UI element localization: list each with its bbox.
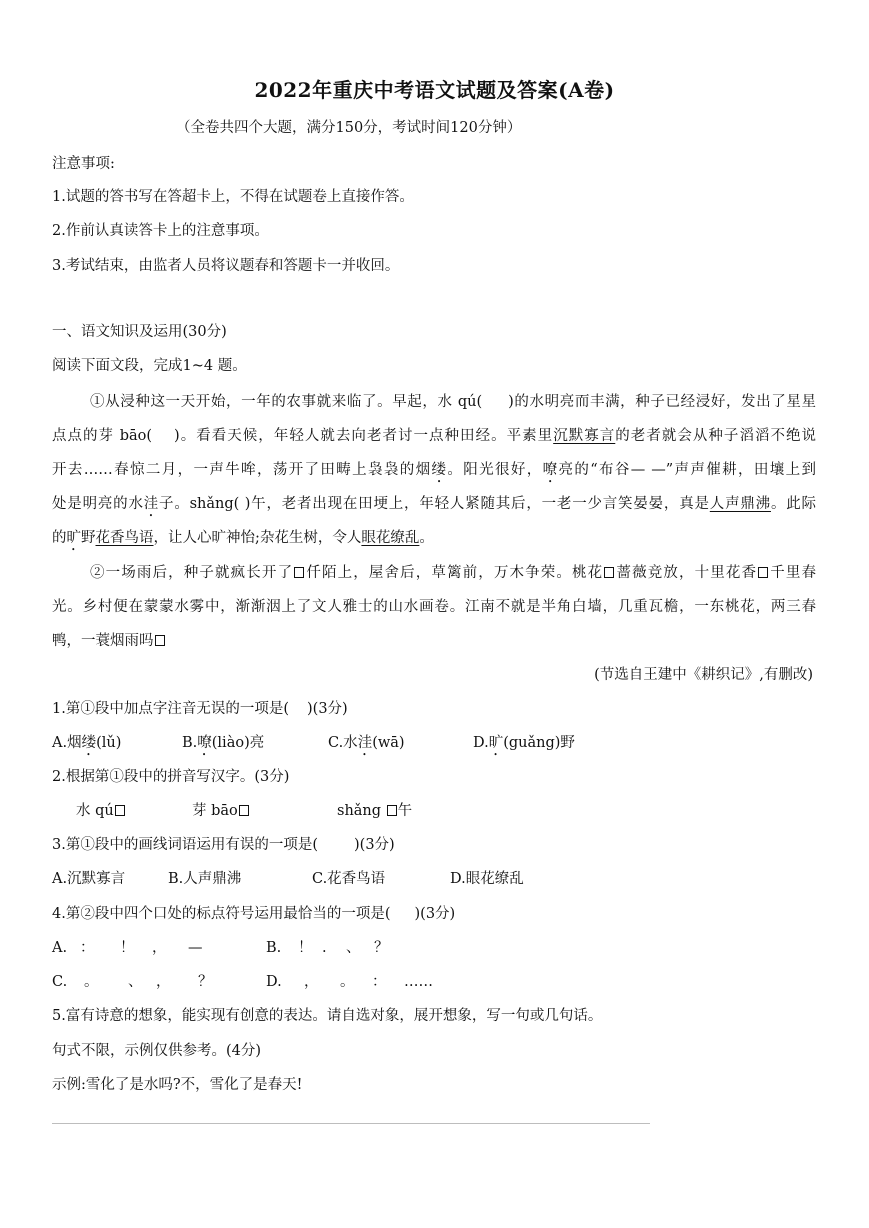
passage-p1-line-2: 点点的芽 bāo( )。看看天候，年轻人就去向老者讨一点种田经。平素里沉默寡言的老者就会从种子滔滔不绝说 (52, 428, 817, 444)
note-item-1: 1.试题的答书写在答超卡上，不得在试题卷上直接作答。 (52, 189, 414, 205)
question-5-example: 示例:雪化了是水吗?不，雪化了是春天! (52, 1077, 303, 1093)
passage-p2-line-1: ②一场雨后，种子就疯长开了 仟陌上，屋舍后，草篱前，万木争荣。桃花 蔷薇竞放，十里花香 千里春 (90, 565, 817, 581)
blank-box (155, 635, 165, 646)
question-3-stem: 3.第①段中的画线词语运用有误的一项是( )(3分) (52, 837, 395, 853)
question-1-stem: 1.第①段中加点字注音无误的一项是( )(3分) (52, 701, 348, 717)
underlined-phrase: 人声鼎沸 (709, 496, 771, 512)
q2-item-bao: 芽 bāo (192, 801, 250, 821)
dotted-char: 嘹 (542, 462, 559, 478)
section-heading: 一、语文知识及运用(30分) (52, 324, 227, 340)
blank-box (294, 567, 304, 578)
notes-heading: 注意事项: (52, 156, 115, 172)
blank-box (387, 805, 397, 816)
dotted-char: 旷 (66, 530, 81, 546)
blank-box (758, 567, 768, 578)
q2-item-shang: shǎng 午 (337, 803, 413, 819)
question-2-stem: 2.根据第①段中的拼音写汉字。(3分) (52, 769, 290, 785)
passage-p1-line-1: ①从浸种这一天开始，一年的农事就来临了。早起，水 qú( )的水明亮而丰满，种子已经浸好，发出了星星 (90, 394, 816, 410)
page-title: 2022年重庆中考语文试题及答案(A卷) (254, 78, 615, 102)
page-divider (52, 1123, 650, 1124)
q3-option-c: C.花香鸟语 (312, 871, 386, 887)
q3-option-b: B.人声鼎沸 (168, 871, 242, 887)
section-instruction: 阅读下面文段，完成1~4 题。 (52, 358, 247, 374)
passage-p1-line-4: 处是明亮的水洼子。shǎng( )午，老者出现在田埂上，年轻人紧随其后，一老一少言笑晏晏，真是人声鼎沸。此际 (52, 496, 817, 512)
q2-item-qu: 水 qú (76, 801, 126, 821)
note-item-3: 3.考试结束，由监者人员将议题春和答题卡一并收回。 (52, 258, 400, 274)
underlined-phrase: 眼花缭乱 (361, 530, 420, 546)
q1-option-a: A.烟缕(lǔ) (52, 735, 122, 751)
dotted-char: 缕 (431, 462, 448, 478)
passage-source: (节选自王建中《耕织记》,有删改) (594, 667, 813, 683)
question-5-format: 句式不限，示例仅供参考。(4分) (52, 1043, 262, 1059)
question-5-stem: 5.富有诗意的想象，能实现有创意的表达。请自选对象，展开想象，写一句或几句话。 (52, 1008, 603, 1024)
q1-option-b: B.嘹(liào)亮 (182, 735, 265, 751)
q3-option-a: A.沉默寡言 (52, 871, 126, 887)
q1-option-c: C.水洼(wā) (328, 735, 405, 751)
passage-p2-line-2: 光。乡村便在蒙蒙水雾中，渐渐洇上了文人雅士的山水画卷。江南不就是半角白墙，几重瓦檐，一东桃花，两三春 (52, 599, 816, 615)
passage-p2-line-3: 鸭，一蓑烟雨吗 (52, 631, 166, 651)
blank-box (115, 805, 125, 816)
blank-box (239, 805, 249, 816)
q3-option-d: D.眼花缭乱 (450, 871, 524, 887)
exam-info: （全卷共四个大题，满分150分，考试时间120分钟） (176, 120, 522, 136)
q1-option-d: D.旷(guǎng)野 (473, 735, 575, 751)
passage-p1-line-3: 开去……春惊二月，一声牛哞，荡开了田畴上袅袅的烟缕。阳光很好，嘹亮的“布谷— —”声声催耕，田壤上到 (52, 462, 817, 478)
question-4-stem: 4.第②段中四个口处的标点符号运用最恰当的一项是( )(3分) (52, 906, 456, 922)
underlined-phrase: 花香鸟语 (95, 530, 154, 546)
underlined-phrase: 沉默寡言 (553, 428, 616, 444)
blank-box (604, 567, 614, 578)
note-item-2: 2.作前认真读答卡上的注意事项。 (52, 223, 269, 239)
passage-p1-line-5: 的旷野花香鸟语，让人心旷神怡;杂花生树，令人眼花缭乱。 (52, 530, 434, 546)
dotted-char: 洼 (143, 496, 160, 512)
exam-page: 2022年重庆中考语文试题及答案(A卷) （全卷共四个大题，满分150分，考试时间120分钟） 注意事项: 1.试题的答书写在答超卡上，不得在试题卷上直接作答。 2.作前认真读答卡上的注意事项。 3.考试结束，由监者人员将议题春和答题卡一并收回。 一、语文知识及运用(30分) 阅读下面文段，完成1~4 题。 ①从浸种这一天开始，一年的农事就来临了。早起，水 qú( )的水明亮而丰满，种子已经浸好，发出了星星 点点的芽 bāo( )。看看天候，年轻人就去向老者讨一点种田经。平素里沉默寡言的老者就会从种子滔滔不绝说 开去……春惊二月，一声牛哞，荡开了田畴上袅袅的烟缕。阳光很好，嘹亮的“布谷— —”声声催耕，田壤上到 处是明亮的水洼子。shǎng( )午，老者出现在田埂上，年轻人紧随其后，一老一少言笑晏晏，真是人声鼎沸。此际 的旷野花香鸟语，让人心旷神怡;杂花生树，令人眼花缭乱。 ②一场雨后，种子就疯长开了 仟陌上，屋舍后，草篱前，万木争荣。桃花 蔷薇竞放，十里花香 千里春 光。乡村便在蒙蒙水雾中，渐渐洇上了文人雅士的山水画卷。江南不就是半角白墙，几重瓦檐，一东桃花，两三春 鸭，一蓑烟雨吗 (节选自王建中《耕织记》,有删改) 1.第①段中加点字注音无误的一项是( )(3分) A.烟缕(lǔ) B.嘹(liào)亮 C.水洼(wā) D.旷(guǎng)野 2.根据第①段中的拼音写汉字。(3分) 水 qú 芽 bāo shǎng 午 3.第①段中的画线词语运用有误的一项是( )(3分) A.沉默寡言 B.人声鼎沸 C.花香鸟语 D.眼花缭乱 4.第②段中四个口处的标点符号运用最恰当的一项是( )(3分) A. ： ！ ， — B. ！ . 、 ？ C. 。 、 ， ？ D. ， 。 ： …… 5.富有诗意的想象，能实现有创意的表达。请自选对象，展开想象，写一句或几句话。 句式不限，示例仅供参考。(4分) 示例:雪化了是水吗?不，雪化了是春天! (0, 0, 869, 1228)
